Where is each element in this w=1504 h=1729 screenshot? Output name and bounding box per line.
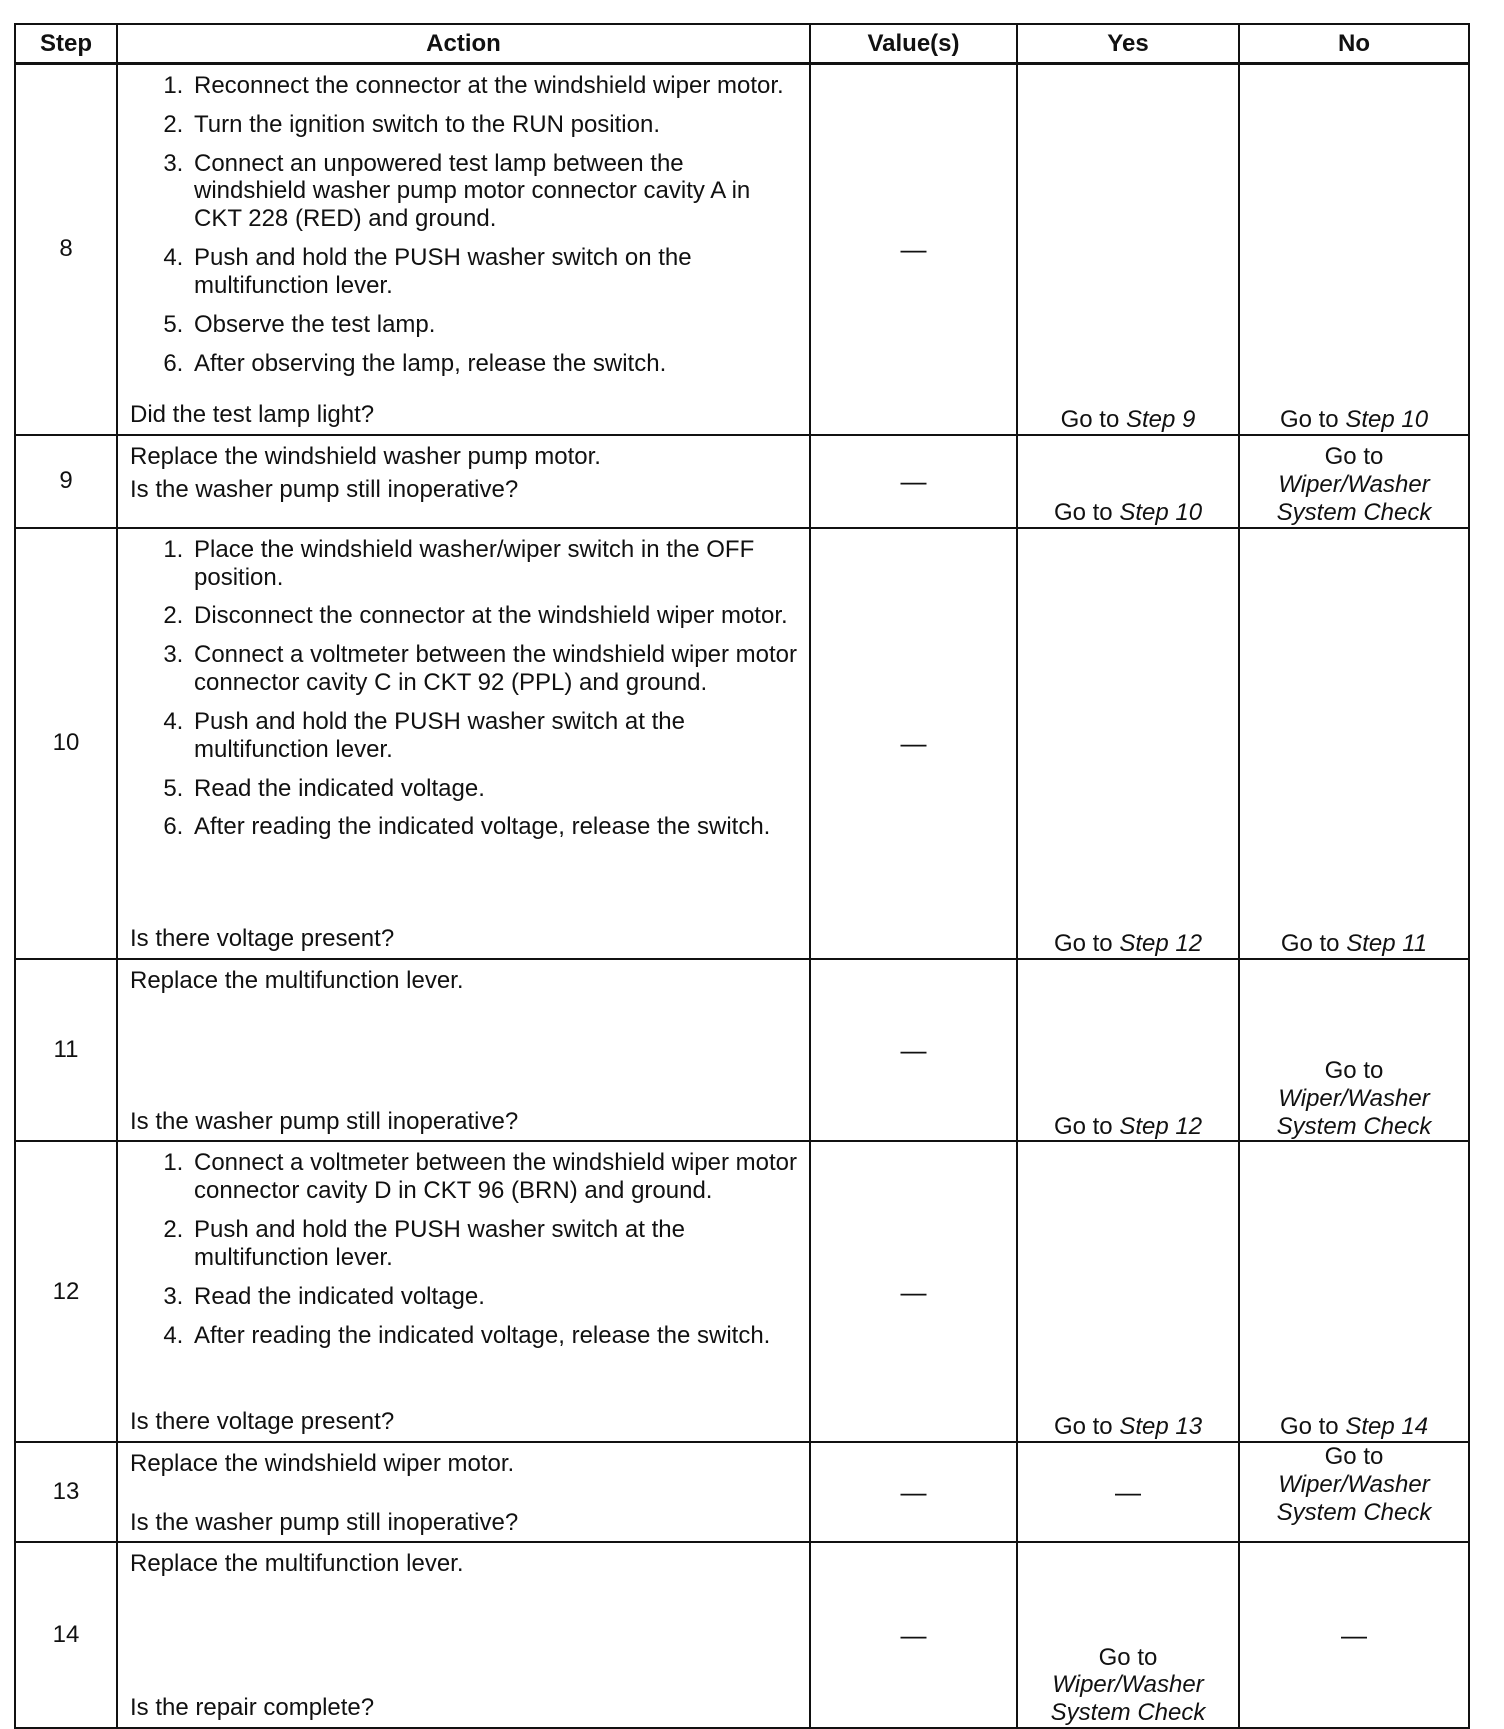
- header-action: Action: [117, 24, 810, 64]
- goto-prefix: Go to: [1324, 1056, 1384, 1084]
- header-row: [15, 24, 1469, 64]
- question-text: Is the repair complete?: [130, 1694, 375, 1722]
- no-target-line2: System Check: [1276, 1498, 1432, 1526]
- step-row-12: [15, 1141, 1469, 1442]
- question-text: Is the washer pump still inoperative?: [130, 1508, 519, 1536]
- action-cell: [117, 435, 810, 528]
- value-cell: —: [810, 528, 1017, 959]
- diagnostic-table: [14, 23, 1470, 1729]
- no-cell: [1239, 64, 1469, 435]
- no-target-line1: Wiper/Washer: [1278, 471, 1430, 499]
- step-number: 8: [15, 64, 117, 435]
- action-cell: [117, 959, 810, 1141]
- step-row-8: [15, 64, 1469, 435]
- header-no: No: [1239, 24, 1469, 64]
- yes-target-line1: Wiper/Washer: [1052, 1671, 1204, 1699]
- instruction-list: [130, 72, 799, 385]
- action-cell: [117, 528, 810, 959]
- no-target: Step 10: [1345, 405, 1429, 433]
- goto-prefix: Go to: [1053, 1112, 1113, 1140]
- no-cell: [1239, 435, 1469, 528]
- list-item: 3. Connect a voltmeter between the windshield wiper motor connector cavity C in CKT 92 (PPL) and ground.: [190, 641, 799, 697]
- list-item: 4. After reading the indicated voltage, release the switch.: [190, 1322, 799, 1350]
- value-cell: —: [810, 64, 1017, 435]
- list-item: 1. Reconnect the connector at the windshield wiper motor.: [190, 72, 799, 100]
- no-target-line1: Wiper/Washer: [1278, 1471, 1430, 1499]
- header-step: Step: [15, 24, 117, 64]
- step-number: 10: [15, 528, 117, 959]
- action-cell: [117, 64, 810, 435]
- step-number: 11: [15, 959, 117, 1141]
- value-cell: —: [810, 1141, 1017, 1442]
- question-text: Is there voltage present?: [130, 925, 395, 953]
- step-row-10: [15, 528, 1469, 959]
- no-cell: [1239, 959, 1469, 1141]
- list-item: 2. Disconnect the connector at the windshield wiper motor.: [190, 602, 799, 630]
- question-text: Is there voltage present?: [130, 1408, 395, 1436]
- action-text: Replace the multifunction lever.: [130, 966, 464, 994]
- list-item: 1. Place the windshield washer/wiper switch in the OFF position.: [190, 536, 799, 592]
- step-row-14: [15, 1542, 1469, 1728]
- no-target-line2: System Check: [1276, 1112, 1432, 1140]
- instruction-list: [130, 1149, 799, 1357]
- yes-cell: [1017, 64, 1239, 435]
- no-cell: [1239, 1141, 1469, 1442]
- action-text: Replace the windshield wiper motor.: [130, 1450, 515, 1478]
- list-item: 2. Turn the ignition switch to the RUN position.: [190, 111, 799, 139]
- list-item: 4. Push and hold the PUSH washer switch at the multifunction lever.: [190, 708, 799, 764]
- no-cell: [1239, 1442, 1469, 1542]
- goto-prefix: Go to: [1280, 930, 1340, 958]
- step-row-13: [15, 1442, 1469, 1542]
- list-item: 3. Read the indicated voltage.: [190, 1283, 799, 1311]
- no-target-line1: Wiper/Washer: [1278, 1084, 1430, 1112]
- no-cell: [1239, 528, 1469, 959]
- list-item: 5. Read the indicated voltage.: [190, 775, 799, 803]
- list-item: 1. Connect a voltmeter between the windshield wiper motor connector cavity D in CKT 96 (BRN) and ground.: [190, 1149, 799, 1205]
- yes-cell: [1017, 1141, 1239, 1442]
- step-row-9: [15, 435, 1469, 528]
- list-item: 3. Connect an unpowered test lamp between the windshield washer pump motor connector cavity A in CKT 228 (RED) and ground.: [190, 150, 799, 233]
- step-number: 12: [15, 1141, 117, 1442]
- question-text: Is the washer pump still inoperative?: [130, 1107, 519, 1135]
- yes-target: Step 12: [1119, 1112, 1203, 1140]
- value-cell: —: [810, 959, 1017, 1141]
- yes-target: Step 12: [1119, 930, 1203, 958]
- action-text: Replace the multifunction lever.: [130, 1550, 464, 1578]
- goto-prefix: Go to: [1279, 1413, 1339, 1441]
- no-target: Step 11: [1346, 930, 1428, 958]
- no-cell: —: [1239, 1542, 1469, 1728]
- yes-cell: [1017, 959, 1239, 1141]
- goto-prefix: Go to: [1060, 405, 1120, 433]
- yes-cell: [1017, 435, 1239, 528]
- no-target: Step 14: [1345, 1413, 1429, 1441]
- instruction-list: [130, 536, 799, 849]
- no-target-line2: System Check: [1276, 498, 1432, 526]
- step-number: 14: [15, 1542, 117, 1728]
- list-item: 2. Push and hold the PUSH washer switch at the multifunction lever.: [190, 1216, 799, 1272]
- goto-prefix: Go to: [1053, 498, 1113, 526]
- yes-target: Step 9: [1125, 405, 1196, 433]
- action-cell: [117, 1141, 810, 1442]
- goto-prefix: Go to: [1098, 1643, 1158, 1671]
- goto-prefix: Go to: [1279, 405, 1339, 433]
- yes-target: Step 10: [1119, 498, 1203, 526]
- question-text: Is the washer pump still inoperative?: [130, 476, 519, 504]
- yes-cell: —: [1017, 1442, 1239, 1542]
- header-values: Value(s): [810, 24, 1017, 64]
- list-item: 6. After observing the lamp, release the switch.: [190, 350, 799, 378]
- list-item: 6. After reading the indicated voltage, release the switch.: [190, 813, 799, 841]
- goto-prefix: Go to: [1324, 443, 1384, 471]
- action-cell: [117, 1542, 810, 1728]
- step-number: 9: [15, 435, 117, 528]
- list-item: 4. Push and hold the PUSH washer switch on the multifunction lever.: [190, 244, 799, 300]
- goto-prefix: Go to: [1053, 930, 1113, 958]
- goto-prefix: Go to: [1324, 1443, 1384, 1471]
- yes-cell: [1017, 528, 1239, 959]
- goto-prefix: Go to: [1053, 1413, 1113, 1441]
- yes-target: Step 13: [1119, 1413, 1203, 1441]
- list-item: 5. Observe the test lamp.: [190, 311, 799, 339]
- value-cell: —: [810, 1542, 1017, 1728]
- value-cell: —: [810, 1442, 1017, 1542]
- step-row-11: [15, 959, 1469, 1141]
- value-cell: —: [810, 435, 1017, 528]
- question-text: Did the test lamp light?: [130, 400, 375, 428]
- step-number: 13: [15, 1442, 117, 1542]
- yes-target-line2: System Check: [1050, 1699, 1206, 1727]
- action-text: Replace the windshield washer pump motor.: [130, 442, 601, 470]
- header-yes: Yes: [1017, 24, 1239, 64]
- action-cell: [117, 1442, 810, 1542]
- yes-cell: [1017, 1542, 1239, 1728]
